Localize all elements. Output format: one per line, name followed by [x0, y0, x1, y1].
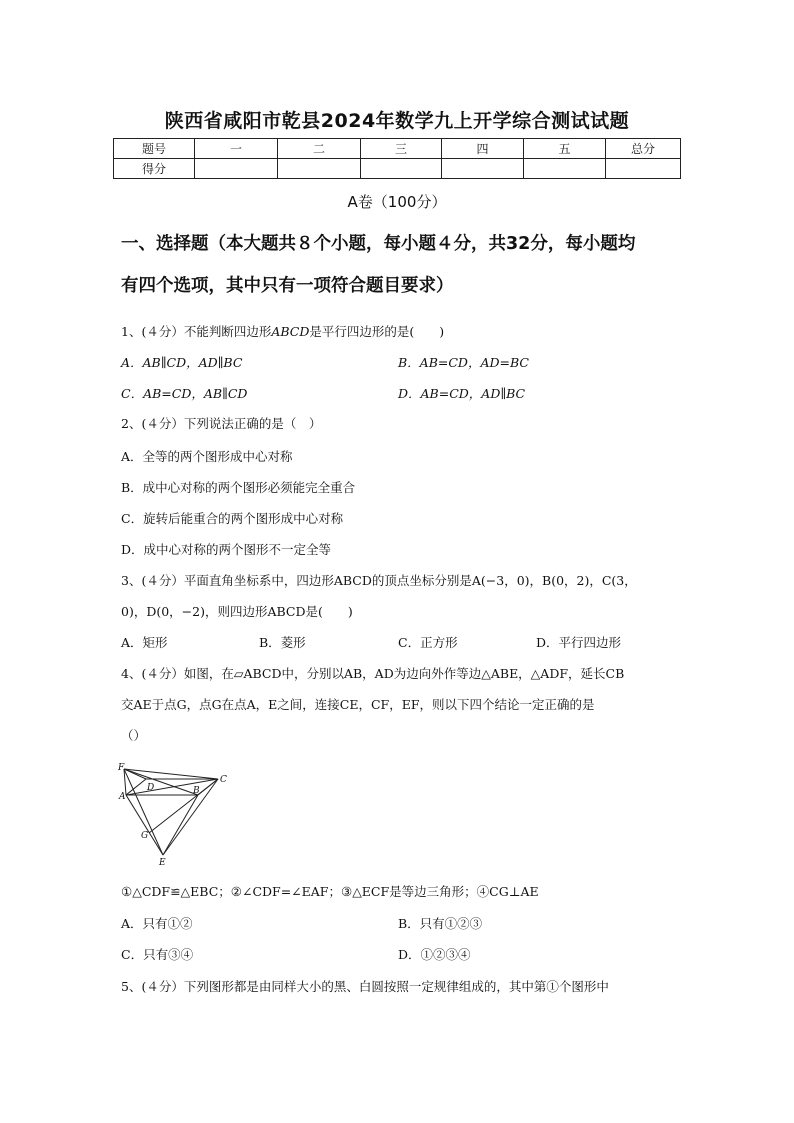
segment-ef [124, 769, 163, 855]
q3-option-d: D．平行四边形 [536, 635, 622, 650]
score-cell [278, 159, 361, 179]
q4-option-d: D．①②③④ [398, 947, 471, 962]
segment-be [163, 795, 198, 855]
q4-option-a: A．只有①② [121, 916, 193, 931]
q3-option-a: A．矩形 [121, 635, 168, 650]
q2-option-b: B．成中心对称的两个图形必须能完全重合 [121, 480, 356, 495]
segment-da [126, 779, 146, 795]
q4-geometry-figure [112, 760, 242, 870]
q4-option-b: B．只有①②③ [398, 916, 483, 931]
section-a-heading: A卷（100分） [347, 193, 447, 211]
table-cell: 五 [524, 139, 606, 159]
q3-stem-line1: 3、(４分）平面直角坐标系中，四边形ABCD的顶点坐标分别是A(−3，0)，B(0，2)，C(3， [121, 573, 637, 588]
label-f: F [118, 763, 125, 773]
label-e: E [159, 858, 166, 868]
segment-cg [149, 779, 218, 833]
score-cell [606, 159, 681, 179]
label-g: G [141, 831, 149, 841]
q3-option-c: C．正方形 [398, 635, 458, 650]
q4-option-c: C．只有③④ [121, 947, 194, 962]
q4-stem-line2: 交AE于点G，点G在点A，E之间，连接CE，CF，EF，则以下四个结论一定正确的是 [121, 697, 595, 712]
q2-stem: 2、(４分）下列说法正确的是（ ） [121, 416, 322, 431]
segment-ae [126, 795, 163, 855]
table-cell: 题号 [114, 139, 195, 159]
q4-stem-line3: （） [121, 728, 147, 743]
label-c: C [220, 775, 227, 785]
q1-stem-prefix: 1、(４分）不能判断四边形 [121, 324, 272, 339]
q4-stem-line1: 4、(４分）如图，在▱ABCD中，分别以AB，AD为边向外作等边△ABE，△ADF，延长CB [121, 666, 625, 681]
q1-option-c: C．AB=CD，AB∥CD [121, 386, 248, 401]
q3-option-b: B．菱形 [259, 635, 306, 650]
score-table-header-row [114, 139, 681, 159]
q1-option-a: A．AB∥CD，AD∥BC [121, 355, 243, 370]
q4-conclusions: ①△CDF≌△EBC；②∠CDF=∠EAF；③△ECF是等边三角形；④CG⊥AE [121, 884, 539, 899]
q1-stem [121, 326, 444, 339]
q5-stem: 5、(４分）下列图形都是由同样大小的黑、白圆按照一定规律组成的，其中第①个图形中 [121, 979, 609, 994]
score-cell [524, 159, 606, 179]
table-cell: 总分 [606, 139, 681, 159]
score-cell [195, 159, 278, 179]
part1-heading-line1: 一、选择题（本大题共８个小题，每小题４分，共32分，每小题均 [121, 234, 636, 254]
q2-option-c: C．旋转后能重合的两个图形成中心对称 [121, 511, 344, 526]
label-b: B [193, 786, 200, 796]
score-table [113, 138, 681, 179]
table-cell: 三 [361, 139, 442, 159]
q1-stem-italic: ABCD [271, 324, 310, 339]
q3-stem-line2: 0)，D(0，−2)，则四边形ABCD是( ) [121, 604, 353, 619]
label-d: D [147, 783, 155, 793]
paper-title: 陕西省咸阳市乾县2024年数学九上开学综合测试试题 [164, 110, 630, 132]
table-cell: 得分 [114, 159, 195, 179]
segment-ce [163, 779, 218, 855]
q2-option-d: D．成中心对称的两个图形不一定全等 [121, 542, 332, 557]
score-cell [442, 159, 524, 179]
table-cell: 二 [278, 139, 361, 159]
q1-stem-suffix: 是平行四边形的是( ) [309, 324, 445, 339]
label-a: A [119, 792, 126, 802]
q2-option-a: A．全等的两个图形成中心对称 [121, 449, 293, 464]
score-table-score-row [114, 159, 681, 179]
table-cell: 四 [442, 139, 524, 159]
part1-heading-line2: 有四个选项，其中只有一项符合题目要求） [121, 276, 454, 296]
q1-option-d: D．AB=CD，AD∥BC [398, 386, 526, 401]
segment-ac [126, 779, 218, 795]
table-cell: 一 [195, 139, 278, 159]
score-cell [361, 159, 442, 179]
q1-option-b: B．AB=CD，AD=BC [398, 355, 529, 370]
